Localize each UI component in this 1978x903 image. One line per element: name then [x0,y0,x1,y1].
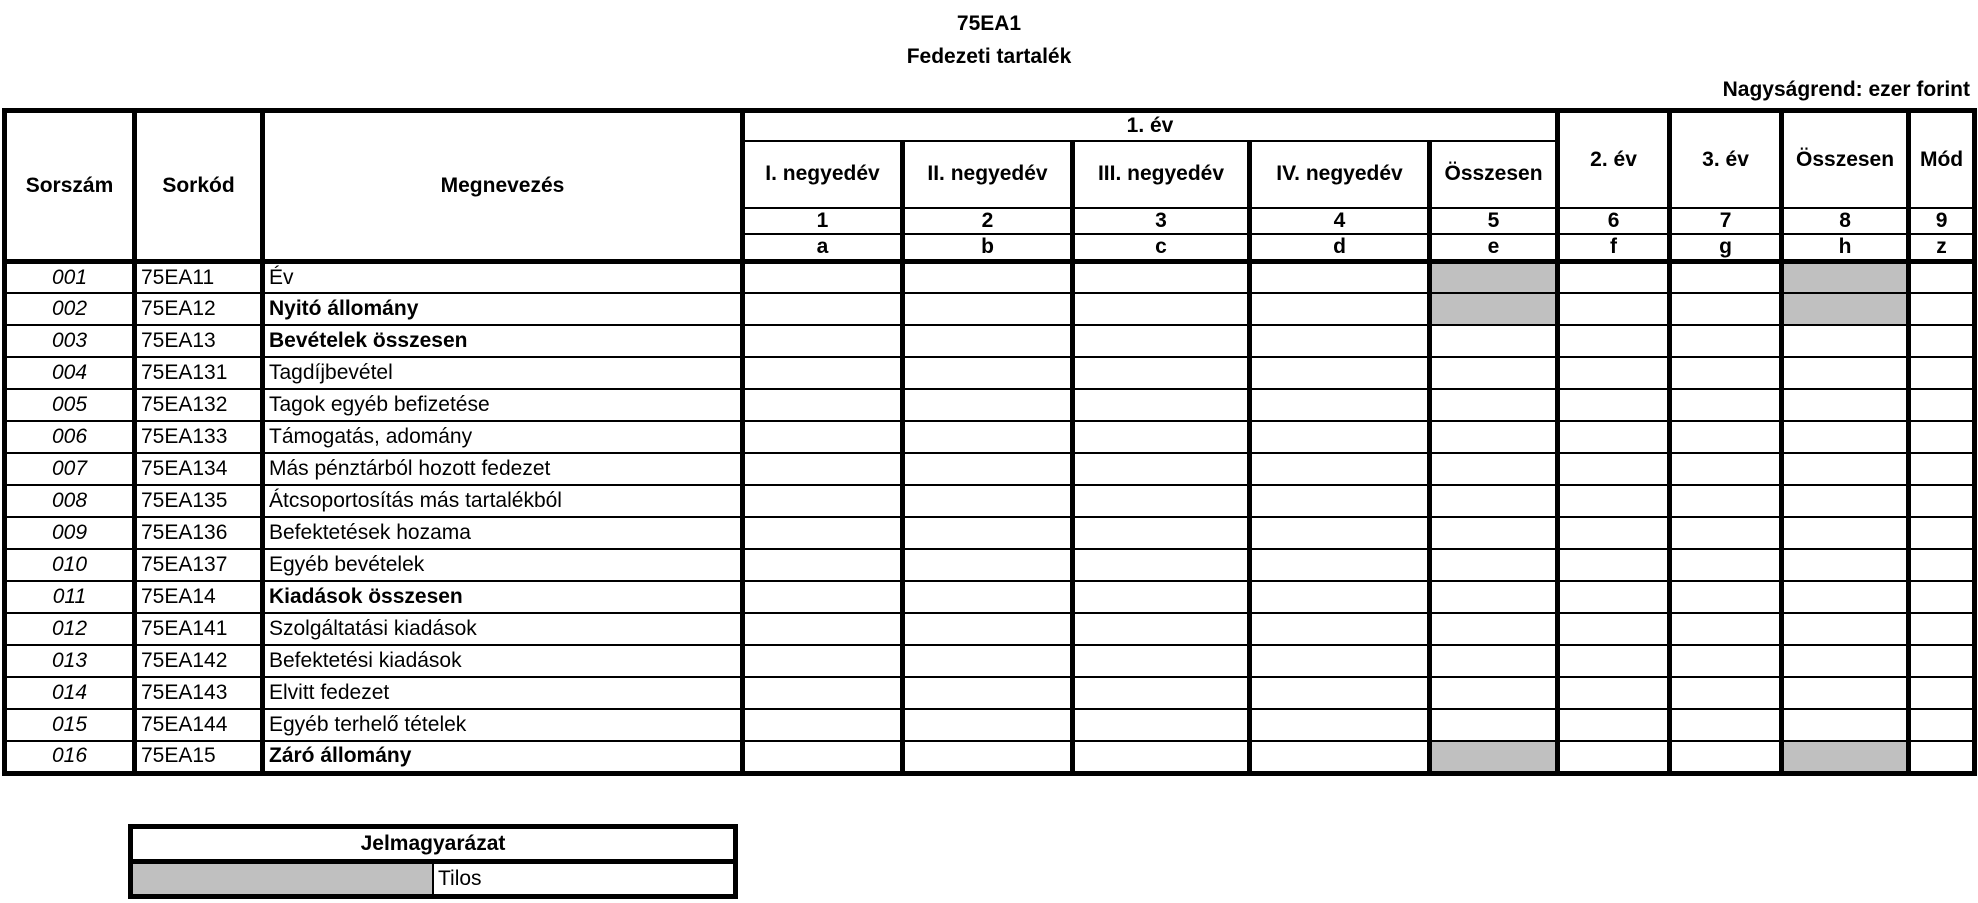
input-cell-e[interactable] [1430,645,1558,677]
table-row [5,581,1975,613]
input-cell-e[interactable] [1430,517,1558,549]
input-cell-g[interactable] [1670,325,1782,357]
input-cell-c[interactable] [1073,517,1250,549]
input-cell-b[interactable] [903,709,1073,741]
table-row [5,389,1975,421]
reserve-table [2,108,1977,776]
input-cell-z[interactable] [1909,357,1975,389]
header-total: Összesen [1782,111,1909,208]
input-cell-c[interactable] [1073,261,1250,293]
input-cell-b[interactable] [903,325,1073,357]
row-name: Év [263,261,743,293]
header-megnevezes: Megnevezés [263,111,743,262]
input-cell-f[interactable] [1558,709,1670,741]
row-code: 75EA136 [135,517,263,549]
row-name: Egyéb bevételek [263,549,743,581]
input-cell-d[interactable] [1250,485,1430,517]
input-cell-c[interactable] [1073,421,1250,453]
input-cell-g[interactable] [1670,517,1782,549]
input-cell-g[interactable] [1670,357,1782,389]
row-name: Más pénztárból hozott fedezet [263,453,743,485]
forbidden-cell [1782,293,1909,325]
input-cell-c[interactable] [1073,293,1250,325]
column-number-5: 5 [1430,208,1558,234]
input-cell-c[interactable] [1073,325,1250,357]
row-code: 75EA141 [135,613,263,645]
input-cell-h[interactable] [1782,549,1909,581]
forbidden-cell [1782,261,1909,293]
column-letter-6: f [1558,234,1670,262]
input-cell-d[interactable] [1250,581,1430,613]
row-sequence: 012 [5,613,135,645]
input-cell-b[interactable] [903,261,1073,293]
header-total1: Összesen [1430,141,1558,208]
input-cell-h[interactable] [1782,485,1909,517]
input-cell-g[interactable] [1670,677,1782,709]
forbidden-cell [1430,261,1558,293]
input-cell-g[interactable] [1670,741,1782,773]
input-cell-e[interactable] [1430,677,1558,709]
row-sequence: 016 [5,741,135,773]
input-cell-d[interactable] [1250,709,1430,741]
row-name: Egyéb terhelő tételek [263,709,743,741]
row-sequence: 002 [5,293,135,325]
column-number-2: 2 [903,208,1073,234]
row-sequence: 007 [5,453,135,485]
table-row [5,517,1975,549]
input-cell-b[interactable] [903,549,1073,581]
input-cell-f[interactable] [1558,677,1670,709]
row-name: Befektetési kiadások [263,645,743,677]
input-cell-e[interactable] [1430,357,1558,389]
header-q2: II. negyedév [903,141,1073,208]
input-cell-e[interactable] [1430,709,1558,741]
input-cell-c[interactable] [1073,549,1250,581]
row-sequence: 011 [5,581,135,613]
input-cell-e[interactable] [1430,581,1558,613]
input-cell-b[interactable] [903,613,1073,645]
row-name: Nyitó állomány [263,293,743,325]
row-sequence: 001 [5,261,135,293]
input-cell-f[interactable] [1558,613,1670,645]
input-cell-a[interactable] [743,581,903,613]
input-cell-a[interactable] [743,389,903,421]
row-name: Kiadások összesen [263,581,743,613]
table-row [5,613,1975,645]
input-cell-z[interactable] [1909,261,1975,293]
input-cell-h[interactable] [1782,613,1909,645]
row-name: Tagok egyéb befizetése [263,389,743,421]
input-cell-e[interactable] [1430,549,1558,581]
input-cell-f[interactable] [1558,357,1670,389]
row-name: Befektetések hozama [263,517,743,549]
input-cell-d[interactable] [1250,453,1430,485]
input-cell-g[interactable] [1670,645,1782,677]
input-cell-z[interactable] [1909,613,1975,645]
input-cell-e[interactable] [1430,453,1558,485]
row-name: Tagdíjbevétel [263,357,743,389]
input-cell-c[interactable] [1073,581,1250,613]
row-sequence: 010 [5,549,135,581]
table-row [5,709,1975,741]
row-name: Elvitt fedezet [263,677,743,709]
forbidden-cell [1430,293,1558,325]
input-cell-z[interactable] [1909,645,1975,677]
input-cell-b[interactable] [903,485,1073,517]
input-cell-d[interactable] [1250,677,1430,709]
row-sequence: 003 [5,325,135,357]
row-code: 75EA12 [135,293,263,325]
input-cell-h[interactable] [1782,453,1909,485]
input-cell-d[interactable] [1250,549,1430,581]
table-row [5,741,1975,773]
row-code: 75EA134 [135,453,263,485]
column-number-4: 4 [1250,208,1430,234]
column-letter-2: b [903,234,1073,262]
column-letter-1: a [743,234,903,262]
input-cell-g[interactable] [1670,261,1782,293]
input-cell-h[interactable] [1782,645,1909,677]
input-cell-a[interactable] [743,453,903,485]
input-cell-f[interactable] [1558,517,1670,549]
table-row [5,325,1975,357]
input-cell-f[interactable] [1558,293,1670,325]
input-cell-b[interactable] [903,517,1073,549]
row-name: Támogatás, adomány [263,421,743,453]
row-code: 75EA132 [135,389,263,421]
row-code: 75EA131 [135,357,263,389]
forbidden-cell [1782,741,1909,773]
input-cell-c[interactable] [1073,357,1250,389]
input-cell-a[interactable] [743,421,903,453]
input-cell-a[interactable] [743,677,903,709]
input-cell-d[interactable] [1250,261,1430,293]
document-title: 75EA1 [956,12,1022,35]
table-row [5,453,1975,485]
input-cell-g[interactable] [1670,293,1782,325]
input-cell-z[interactable] [1909,453,1975,485]
input-cell-c[interactable] [1073,741,1250,773]
input-cell-a[interactable] [743,549,903,581]
input-cell-a[interactable] [743,741,903,773]
input-cell-d[interactable] [1250,517,1430,549]
row-code: 75EA137 [135,549,263,581]
row-sequence: 014 [5,677,135,709]
input-cell-f[interactable] [1558,389,1670,421]
input-cell-h[interactable] [1782,709,1909,741]
row-name: Bevételek összesen [263,325,743,357]
input-cell-g[interactable] [1670,421,1782,453]
input-cell-b[interactable] [903,677,1073,709]
input-cell-f[interactable] [1558,421,1670,453]
header-q1: I. negyedév [743,141,903,208]
row-sequence: 005 [5,389,135,421]
input-cell-b[interactable] [903,645,1073,677]
row-sequence: 009 [5,517,135,549]
table-row [5,421,1975,453]
header-sorszam: Sorszám [5,111,135,262]
input-cell-c[interactable] [1073,485,1250,517]
column-letter-9: z [1909,234,1975,262]
input-cell-d[interactable] [1250,613,1430,645]
column-letter-7: g [1670,234,1782,262]
table-row [5,357,1975,389]
input-cell-e[interactable] [1430,613,1558,645]
legend-swatch-forbidden [131,862,434,897]
input-cell-g[interactable] [1670,485,1782,517]
legend-table [128,824,738,899]
input-cell-c[interactable] [1073,645,1250,677]
input-cell-z[interactable] [1909,421,1975,453]
row-code: 75EA133 [135,421,263,453]
input-cell-b[interactable] [903,293,1073,325]
input-cell-e[interactable] [1430,389,1558,421]
input-cell-h[interactable] [1782,517,1909,549]
input-cell-f[interactable] [1558,581,1670,613]
header-q3: III. negyedév [1073,141,1250,208]
input-cell-g[interactable] [1670,613,1782,645]
row-sequence: 008 [5,485,135,517]
column-number-9: 9 [1909,208,1975,234]
input-cell-d[interactable] [1250,325,1430,357]
document-subtitle: Fedezeti tartalék [906,45,1072,68]
header-year2: 2. év [1558,111,1670,208]
table-row [5,677,1975,709]
legend-label-forbidden: Tilos [433,862,736,897]
input-cell-d[interactable] [1250,421,1430,453]
column-number-7: 7 [1670,208,1782,234]
input-cell-d[interactable] [1250,741,1430,773]
input-cell-h[interactable] [1782,389,1909,421]
input-cell-z[interactable] [1909,549,1975,581]
input-cell-g[interactable] [1670,581,1782,613]
column-number-1: 1 [743,208,903,234]
input-cell-b[interactable] [903,741,1073,773]
input-cell-a[interactable] [743,357,903,389]
input-cell-f[interactable] [1558,453,1670,485]
input-cell-f[interactable] [1558,261,1670,293]
column-letter-4: d [1250,234,1430,262]
input-cell-z[interactable] [1909,581,1975,613]
row-sequence: 006 [5,421,135,453]
input-cell-h[interactable] [1782,357,1909,389]
forbidden-cell [1430,741,1558,773]
input-cell-a[interactable] [743,613,903,645]
input-cell-g[interactable] [1670,709,1782,741]
input-cell-e[interactable] [1430,325,1558,357]
header-mod: Mód [1909,111,1975,208]
input-cell-c[interactable] [1073,389,1250,421]
input-cell-g[interactable] [1670,549,1782,581]
input-cell-d[interactable] [1250,357,1430,389]
input-cell-d[interactable] [1250,389,1430,421]
input-cell-h[interactable] [1782,677,1909,709]
input-cell-h[interactable] [1782,581,1909,613]
header-year1: 1. év [743,111,1558,141]
input-cell-a[interactable] [743,709,903,741]
input-cell-e[interactable] [1430,421,1558,453]
row-sequence: 004 [5,357,135,389]
row-sequence: 013 [5,645,135,677]
input-cell-a[interactable] [743,485,903,517]
table-row [5,549,1975,581]
input-cell-f[interactable] [1558,549,1670,581]
row-code: 75EA14 [135,581,263,613]
row-code: 75EA142 [135,645,263,677]
input-cell-f[interactable] [1558,325,1670,357]
row-code: 75EA135 [135,485,263,517]
row-code: 75EA144 [135,709,263,741]
input-cell-z[interactable] [1909,677,1975,709]
column-number-3: 3 [1073,208,1250,234]
table-row [5,485,1975,517]
input-cell-z[interactable] [1909,485,1975,517]
input-cell-a[interactable] [743,645,903,677]
legend-title: Jelmagyarázat [131,827,736,862]
input-cell-z[interactable] [1909,741,1975,773]
input-cell-d[interactable] [1250,645,1430,677]
input-cell-c[interactable] [1073,677,1250,709]
row-sequence: 015 [5,709,135,741]
input-cell-h[interactable] [1782,421,1909,453]
input-cell-z[interactable] [1909,517,1975,549]
input-cell-a[interactable] [743,325,903,357]
input-cell-z[interactable] [1909,709,1975,741]
input-cell-f[interactable] [1558,485,1670,517]
input-cell-c[interactable] [1073,709,1250,741]
input-cell-b[interactable] [903,453,1073,485]
input-cell-b[interactable] [903,357,1073,389]
input-cell-g[interactable] [1670,453,1782,485]
row-code: 75EA15 [135,741,263,773]
input-cell-f[interactable] [1558,645,1670,677]
input-cell-h[interactable] [1782,325,1909,357]
input-cell-d[interactable] [1250,293,1430,325]
table-row [5,261,1975,293]
row-name: Átcsoportosítás más tartalékból [263,485,743,517]
column-letter-3: c [1073,234,1250,262]
table-row [5,293,1975,325]
input-cell-f[interactable] [1558,741,1670,773]
input-cell-a[interactable] [743,293,903,325]
column-number-6: 6 [1558,208,1670,234]
row-code: 75EA11 [135,261,263,293]
input-cell-b[interactable] [903,581,1073,613]
input-cell-b[interactable] [903,389,1073,421]
column-number-8: 8 [1782,208,1909,234]
column-letter-8: h [1782,234,1909,262]
input-cell-z[interactable] [1909,325,1975,357]
header-year3: 3. év [1670,111,1782,208]
row-name: Szolgáltatási kiadások [263,613,743,645]
input-cell-g[interactable] [1670,389,1782,421]
header-sorkod: Sorkód [135,111,263,262]
input-cell-e[interactable] [1430,485,1558,517]
input-cell-z[interactable] [1909,293,1975,325]
row-name: Záró állomány [263,741,743,773]
input-cell-c[interactable] [1073,613,1250,645]
input-cell-a[interactable] [743,261,903,293]
input-cell-z[interactable] [1909,389,1975,421]
input-cell-b[interactable] [903,421,1073,453]
input-cell-c[interactable] [1073,453,1250,485]
row-code: 75EA13 [135,325,263,357]
table-row [5,645,1975,677]
column-letter-5: e [1430,234,1558,262]
header-q4: IV. negyedév [1250,141,1430,208]
magnitude-label: Nagyságrend: ezer forint [1722,78,1970,101]
row-code: 75EA143 [135,677,263,709]
input-cell-a[interactable] [743,517,903,549]
